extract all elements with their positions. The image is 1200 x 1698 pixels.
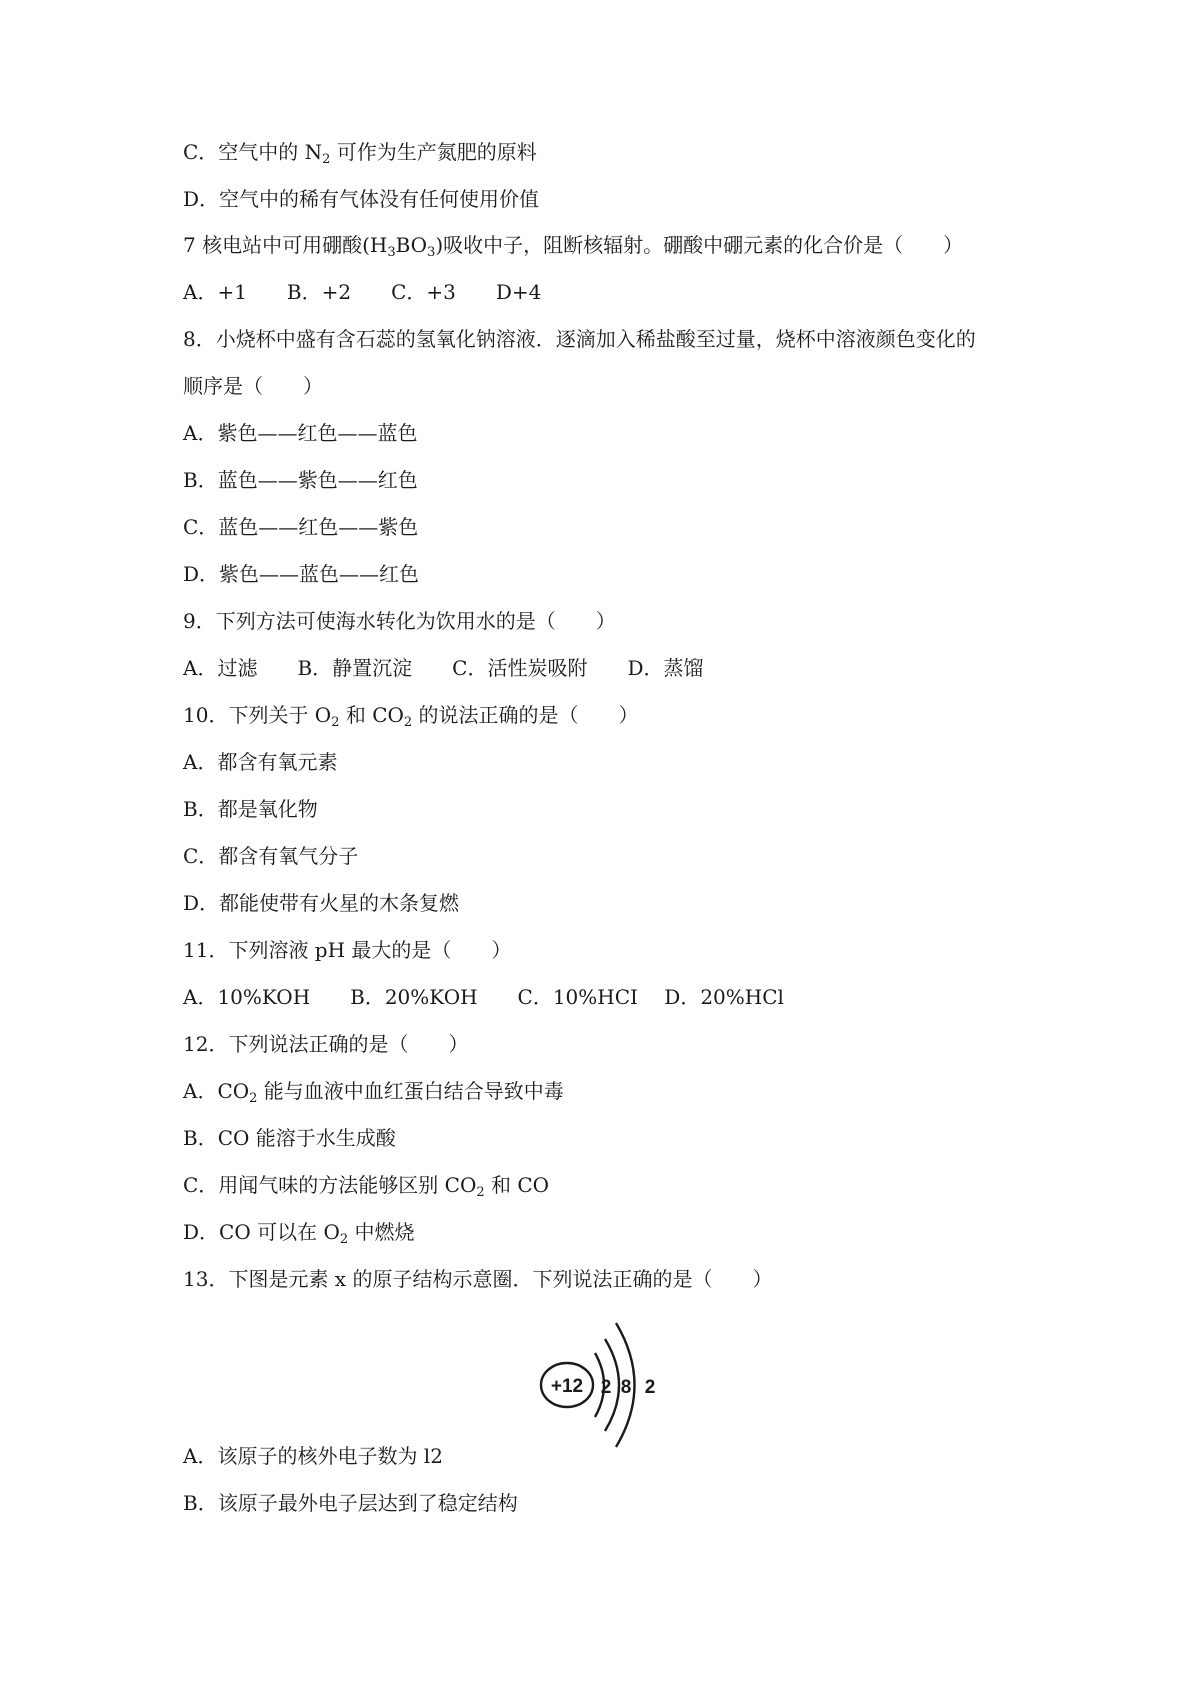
subscript: 2 xyxy=(249,1091,258,1106)
nucleus-charge: +12 xyxy=(550,1376,584,1397)
text-line xyxy=(183,1265,772,1293)
text-segment: 10．下列关于 O xyxy=(183,703,332,727)
text-line xyxy=(183,278,541,306)
text-segment: A．该原子的核外电子数为 l2 xyxy=(183,1444,443,1468)
text-line xyxy=(183,513,418,541)
text-segment: 的说法正确的是（ ） xyxy=(412,703,639,727)
text-line xyxy=(183,419,417,447)
text-line xyxy=(183,1442,443,1470)
text-segment: C．蓝色——红色——紫色 xyxy=(183,515,419,539)
text-segment: 7 核电站中可用硼酸(H xyxy=(183,233,388,257)
text-line xyxy=(183,654,703,682)
text-line xyxy=(183,372,323,400)
text-segment: B．都是氧化物 xyxy=(183,797,318,821)
text-line xyxy=(183,325,976,353)
text-segment: A．都含有氧元素 xyxy=(183,750,338,774)
text-segment: A．CO xyxy=(183,1079,250,1103)
text-segment: 可作为生产氮肥的原料 xyxy=(330,140,537,164)
text-segment: D．空气中的稀有气体没有任何使用价值 xyxy=(183,187,540,211)
text-segment: C．都含有氧气分子 xyxy=(183,844,359,868)
text-line xyxy=(183,466,418,494)
text-segment: 11．下列溶液 pH 最大的是（ ） xyxy=(183,938,512,962)
text-segment: 12．下列说法正确的是（ ） xyxy=(183,1032,469,1056)
text-segment: 13．下图是元素 x 的原子结构示意圈．下列说法正确的是（ ） xyxy=(183,1267,773,1291)
subscript: 2 xyxy=(322,152,331,167)
subscript: 3 xyxy=(427,245,436,260)
text-segment: 和 CO xyxy=(484,1173,550,1197)
text-segment: C．用闻气味的方法能够区别 CO xyxy=(183,1173,477,1197)
text-segment: C．空气中的 N xyxy=(183,140,323,164)
shell-electrons-3: 2 xyxy=(644,1377,656,1398)
atom-diagram-svg xyxy=(535,1315,675,1455)
text-segment: 能与血液中血红蛋白结合导致中毒 xyxy=(257,1079,564,1103)
text-segment: 中燃烧 xyxy=(348,1220,415,1244)
atom-structure-diagram xyxy=(535,1315,675,1455)
text-line xyxy=(183,1124,396,1152)
text-segment: D．都能使带有火星的木条复燃 xyxy=(183,891,460,915)
text-line xyxy=(183,185,539,213)
text-line xyxy=(183,1171,549,1199)
shell-electrons-1: 2 xyxy=(600,1377,612,1398)
text-segment: A．10%KOH B．20%KOH C．10%HCI D．20%HCl xyxy=(183,985,784,1009)
text-line xyxy=(183,936,511,964)
text-segment: B．蓝色——紫色——红色 xyxy=(183,468,418,492)
text-segment: D．CO 可以在 O xyxy=(183,1220,340,1244)
text-line xyxy=(183,1077,564,1105)
text-segment: B．CO 能溶于水生成酸 xyxy=(183,1126,396,1150)
text-line xyxy=(183,889,459,917)
shell-electrons-2: 8 xyxy=(620,1377,632,1398)
text-segment: 9．下列方法可使海水转化为饮用水的是（ ） xyxy=(183,609,616,633)
text-line xyxy=(183,842,358,870)
text-line xyxy=(183,1218,415,1246)
text-line xyxy=(183,1030,468,1058)
subscript: 2 xyxy=(339,1232,349,1247)
subscript: 2 xyxy=(476,1185,485,1200)
subscript: 2 xyxy=(403,715,413,730)
text-line xyxy=(183,607,616,635)
subscript: 2 xyxy=(331,715,340,730)
text-line xyxy=(183,701,639,729)
text-line xyxy=(183,231,963,259)
text-segment: )吸收中子，阻断核辐射。硼酸中硼元素的化合价是（ ） xyxy=(435,233,964,257)
text-line xyxy=(183,138,537,166)
subscript: 3 xyxy=(387,245,396,260)
text-segment: A．+1 B．+2 C．+3 D+4 xyxy=(183,280,542,304)
text-segment: 顺序是（ ） xyxy=(183,374,323,398)
text-segment: B．该原子最外电子层达到了稳定结构 xyxy=(183,1491,518,1515)
text-segment: 8．小烧杯中盛有含石蕊的氢氧化钠溶液．逐滴加入稀盐酸至过量，烧杯中溶液颜色变化的 xyxy=(183,327,976,351)
text-segment: BO xyxy=(395,233,428,257)
text-segment: D．紫色——蓝色——红色 xyxy=(183,562,420,586)
text-segment: A．过滤 B．静置沉淀 C．活性炭吸附 D．蒸馏 xyxy=(183,656,704,680)
text-segment: 和 CO xyxy=(339,703,404,727)
text-line xyxy=(183,748,337,776)
text-segment: A．紫色——红色——蓝色 xyxy=(183,421,418,445)
text-line xyxy=(183,795,318,823)
text-line xyxy=(183,983,784,1011)
text-line xyxy=(183,560,419,588)
text-line xyxy=(183,1489,518,1517)
